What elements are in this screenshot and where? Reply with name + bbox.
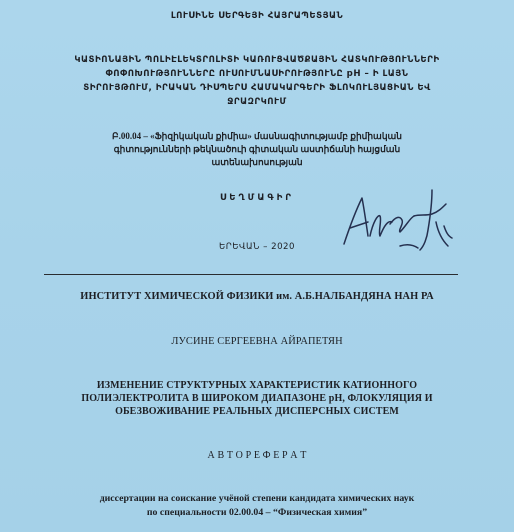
russian-specialty-line: по специальности 02.00.04 – “Физическая химия” (146, 507, 368, 518)
russian-title-line-2: ПОЛИЭЛЕКТРОЛИТА В ШИРОКОМ ДИАПАЗОНЕ pH, ФЛОКУЛЯЦИЯ И (81, 393, 433, 404)
section-divider (44, 274, 458, 275)
armenian-specialty-line-1: Բ.00.04 – «Ֆիզիկական քիմիա» մասնագիտությամբ քիմիական (111, 131, 402, 141)
russian-institute: ИНСТИТУТ ХИМИЧЕСКОЙ ФИЗИКИ им. А.Б.НАЛБАНДЯНА НАН РА (80, 291, 434, 302)
armenian-title-line-3: ՏԻՐՈՒՅԹՈՒՄ, ԻՐԱԿԱՆ ԴԻՍՊԵՐՍ ՀԱՄԱԿԱՐԳԵՐԻ ՖԼՈԿՈՒԼՅԱՑԻԱՆ ԵՎ (83, 83, 431, 93)
armenian-specialty-line-2: գիտությունների թեկնածուի գիտական աստիճանի հայցման (113, 144, 401, 154)
armenian-title-line-1: ԿԱՏԻՈՆԱՅԻՆ ՊՈԼԻԷԼԵԿՏՐՈԼԻՏԻ ԿԱՌՈՒՑՎԱԾՔԱՅԻՆ ՀԱՏԿՈՒԹՅՈՒՆՆԵՐԻ (74, 55, 440, 65)
armenian-specialty-line-3: ատենախոսության (211, 157, 303, 167)
russian-title-line-3: ОБЕЗВОЖИВАНИЕ РЕАЛЬНЫХ ДИСПЕРСНЫХ СИСТЕМ (115, 406, 399, 417)
russian-dissertation-line: диссертации на соискание учёной степени кандидата химических наук (99, 493, 415, 504)
armenian-title-line-4: ՋՐԱԶՐԿՈՒՄ (227, 97, 287, 107)
armenian-title-line-2: ՓՈՓՈԽՈՒԹՅՈՒՆՆԵՐԸ ՈՒՍՈՒՄՆԱՍԻՐՈՒԹՅՈՒՆԸ pH – Ի ԼԱՅՆ (105, 69, 409, 79)
russian-doc-type: А В Т О Р Е Ф Е Р А Т (207, 450, 307, 461)
armenian-city-year: ԵՐԵՎԱՆ – 2020 (219, 242, 295, 252)
handwritten-signature (340, 186, 460, 258)
russian-author-name: ЛУСИНЕ СЕРГЕЕВНА АЙРАПЕТЯН (171, 336, 343, 347)
armenian-author-name: ԼՈՒՍԻՆԵ ՍԵՐԳԵՅԻ ՀԱՅՐԱՊԵՏՅԱՆ (170, 11, 344, 21)
armenian-doc-type: ՍԵՂՄԱԳԻՐ (219, 193, 295, 203)
russian-title-line-1: ИЗМЕНЕНИЕ СТРУКТУРНЫХ ХАРАКТЕРИСТИК КАТИОННОГО (96, 380, 418, 391)
